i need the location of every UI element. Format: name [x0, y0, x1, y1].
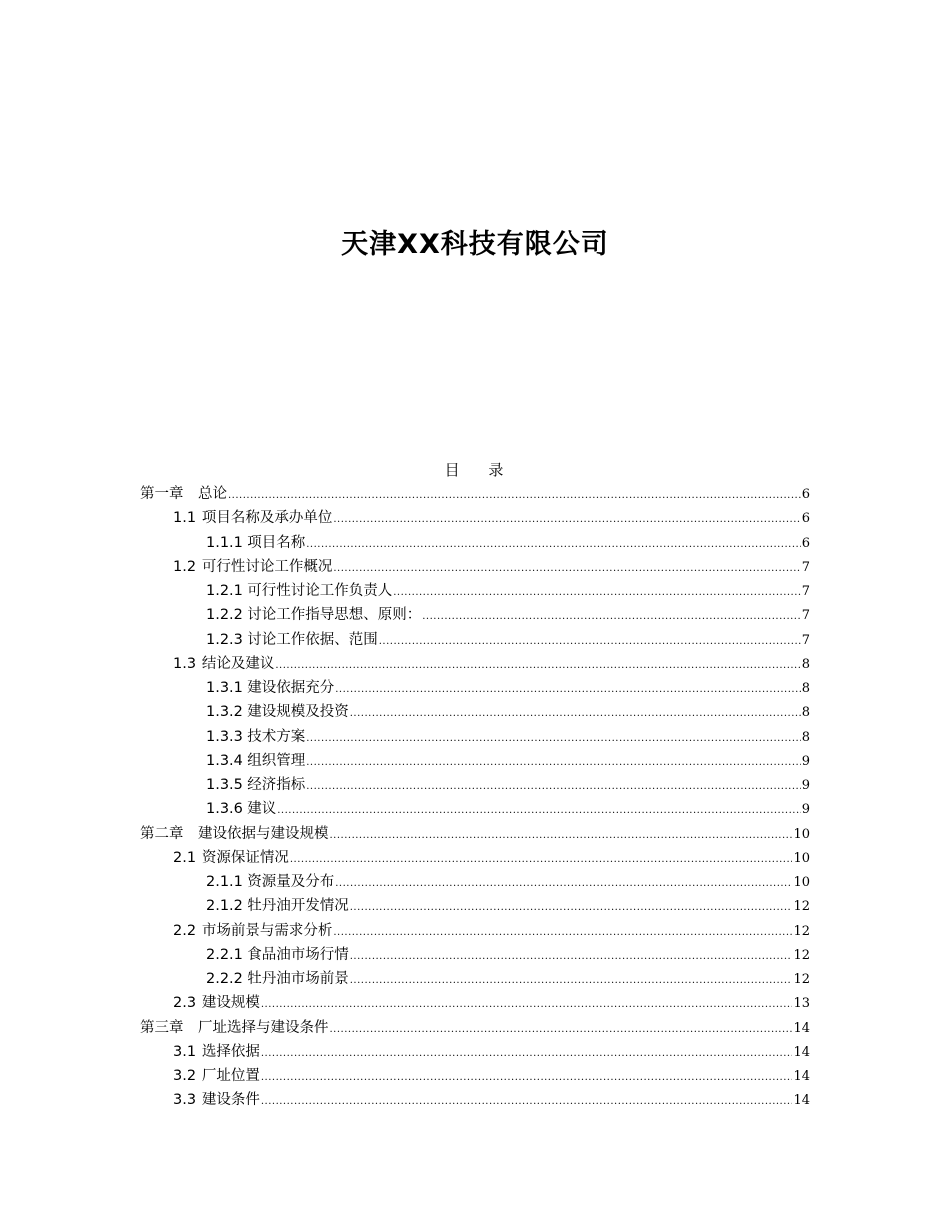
toc-entry-page: 10 — [793, 826, 810, 842]
toc-dot-leader — [306, 751, 800, 775]
toc-entry-page: 8 — [801, 729, 810, 745]
toc-dot-leader — [350, 896, 793, 920]
toc-entry-number: 2.2.1 — [206, 946, 243, 963]
toc-entry-number: 2.2.2 — [206, 971, 243, 987]
toc-entry-page: 7 — [801, 584, 810, 599]
toc-entry-title: 资源保证情况 — [201, 849, 289, 866]
toc-entry-number: 2.3 — [173, 995, 197, 1012]
toc-entry-number: 2.1.1 — [206, 874, 243, 890]
toc-entry-page: 7 — [801, 608, 810, 624]
toc-entry-number: 第三章 — [140, 1019, 184, 1036]
toc-entry-number: 1.2.3 — [206, 631, 243, 648]
toc-entry[interactable] — [140, 676, 810, 700]
toc-entry[interactable] — [140, 652, 810, 676]
toc-dot-leader — [261, 1066, 793, 1090]
toc-entry-title: 建设依据与建设规模 — [198, 825, 329, 842]
toc-dot-leader — [335, 872, 792, 896]
toc-entry-number: 第二章 — [140, 825, 184, 842]
toc-entry-page: 14 — [793, 1020, 810, 1036]
toc-entry-page: 10 — [793, 875, 810, 890]
toc-entry-title: 资源量及分布 — [247, 874, 335, 890]
toc-entry-title: 项目名称 — [247, 534, 306, 551]
toc-entry[interactable] — [140, 603, 810, 627]
toc-entry-number: 2.2 — [173, 922, 197, 939]
toc-entry-page: 7 — [801, 632, 810, 648]
toc-dot-leader — [261, 1042, 793, 1066]
toc-entry[interactable] — [140, 991, 810, 1015]
toc-entry-number: 3.2 — [173, 1068, 197, 1084]
toc-entry-title: 建设条件 — [201, 1092, 260, 1109]
toc-entry-page: 12 — [793, 947, 810, 963]
toc-entry-page: 8 — [801, 705, 810, 721]
toc-entry-number: 1.3.5 — [206, 777, 243, 793]
toc-entry[interactable] — [140, 967, 810, 991]
toc-dot-leader — [261, 1090, 793, 1114]
toc-entry-number: 1.3.1 — [206, 680, 243, 696]
toc-entry-number: 第一章 — [140, 486, 184, 502]
toc-entry[interactable] — [140, 846, 810, 870]
toc-entry-title: 市场前景与需求分析 — [201, 922, 333, 939]
toc-dot-leader — [261, 993, 793, 1017]
table-of-contents — [140, 482, 810, 1113]
toc-entry-page: 6 — [801, 535, 810, 551]
toc-entry[interactable] — [140, 1064, 810, 1088]
toc-entry[interactable] — [140, 700, 810, 724]
toc-entry-number: 1.2 — [173, 558, 197, 575]
toc-dot-leader — [228, 484, 801, 508]
toc-entry-title: 可行性讨论工作概况 — [201, 558, 333, 575]
toc-entry-page: 12 — [793, 923, 810, 939]
toc-entry-number: 1.3 — [173, 655, 197, 672]
toc-entry-number: 1.3.2 — [206, 704, 243, 721]
toc-entry-page: 6 — [801, 511, 810, 527]
toc-dot-leader — [330, 824, 793, 848]
toc-entry-page: 9 — [801, 753, 810, 769]
toc-entry-number: 3.1 — [173, 1043, 197, 1060]
toc-dot-leader — [379, 630, 801, 654]
toc-dot-leader — [350, 945, 793, 969]
toc-entry-title: 牡丹油市场前景 — [247, 971, 349, 987]
toc-entry-number: 1.3.4 — [206, 752, 243, 769]
toc-entry-title: 组织管理 — [247, 752, 306, 769]
toc-entry-number: 1.2.2 — [206, 607, 243, 624]
toc-entry[interactable] — [140, 506, 810, 530]
toc-heading: 目 录 — [444, 461, 516, 479]
toc-entry-number: 3.3 — [173, 1092, 197, 1109]
toc-entry-page: 10 — [793, 850, 810, 866]
toc-entry-page: 8 — [801, 656, 810, 672]
toc-entry-title: 讨论工作指导思想、原则： — [247, 607, 422, 624]
toc-entry-page: 12 — [793, 899, 810, 915]
toc-entry-page: 14 — [793, 1093, 810, 1109]
toc-entry[interactable] — [140, 919, 810, 943]
toc-entry[interactable] — [140, 1016, 810, 1040]
toc-entry-title: 厂址位置 — [201, 1068, 260, 1084]
toc-entry-title: 讨论工作依据、范围 — [247, 631, 378, 648]
toc-entry-title: 建议 — [247, 801, 277, 818]
toc-entry-title: 食品油市场行情 — [247, 946, 349, 963]
toc-entry[interactable] — [140, 555, 810, 579]
toc-dot-leader — [306, 775, 800, 799]
toc-entry-number: 2.1.2 — [206, 898, 243, 915]
toc-entry-number: 2.1 — [173, 849, 197, 866]
toc-entry[interactable] — [140, 943, 810, 967]
toc-entry[interactable] — [140, 822, 810, 846]
toc-entry[interactable] — [140, 628, 810, 652]
toc-entry-title: 项目名称及承办单位 — [201, 510, 333, 527]
toc-entry-title: 建设依据充分 — [247, 680, 335, 696]
toc-entry-title: 可行性讨论工作负责人 — [247, 583, 393, 599]
toc-dot-leader — [333, 921, 792, 945]
toc-entry[interactable] — [140, 1088, 810, 1112]
toc-dot-leader — [330, 1018, 793, 1042]
toc-entry-title: 总论 — [198, 486, 227, 502]
toc-dot-leader — [275, 654, 800, 678]
toc-entry-number: 1.2.1 — [206, 583, 243, 599]
toc-entry-title: 建设规模 — [201, 995, 260, 1012]
toc-dot-leader — [333, 508, 800, 532]
toc-entry[interactable] — [140, 894, 810, 918]
toc-entry-page: 7 — [801, 559, 810, 575]
toc-dot-leader — [290, 848, 793, 872]
toc-entry-page: 8 — [801, 681, 810, 696]
toc-dot-leader — [393, 581, 800, 605]
toc-entry[interactable] — [140, 797, 810, 821]
toc-entry-page: 9 — [801, 778, 810, 793]
toc-entry-number: 1.1.1 — [206, 534, 243, 551]
toc-entry[interactable] — [140, 773, 810, 797]
toc-entry[interactable] — [140, 1040, 810, 1064]
toc-dot-leader — [422, 605, 800, 629]
toc-entry-title: 结论及建议 — [201, 655, 275, 672]
toc-dot-leader — [277, 799, 800, 823]
toc-entry[interactable] — [140, 749, 810, 773]
toc-entry[interactable] — [140, 482, 810, 506]
toc-entry-page: 9 — [801, 802, 810, 818]
company-title: 天津XX科技有限公司 — [341, 229, 609, 260]
toc-entry-number: 1.3.6 — [206, 801, 243, 818]
toc-dot-leader — [335, 678, 800, 702]
toc-entry-title: 选择依据 — [201, 1043, 260, 1060]
toc-entry-number: 1.3.3 — [206, 728, 243, 745]
toc-dot-leader — [350, 969, 793, 993]
toc-dot-leader — [333, 557, 800, 581]
toc-entry-title: 经济指标 — [247, 777, 306, 793]
toc-entry-title: 建设规模及投资 — [247, 704, 349, 721]
toc-entry-page: 14 — [793, 1069, 810, 1084]
toc-entry-title: 厂址选择与建设条件 — [198, 1019, 329, 1036]
toc-entry-page: 6 — [801, 487, 810, 502]
toc-dot-leader — [350, 702, 801, 726]
toc-entry[interactable] — [140, 579, 810, 603]
toc-entry[interactable] — [140, 725, 810, 749]
toc-entry[interactable] — [140, 531, 810, 555]
toc-entry-number: 1.1 — [173, 510, 197, 527]
toc-dot-leader — [306, 727, 800, 751]
toc-entry-title: 技术方案 — [247, 728, 306, 745]
toc-entry-page: 14 — [793, 1044, 810, 1060]
toc-entry[interactable] — [140, 870, 810, 894]
toc-dot-leader — [306, 533, 800, 557]
toc-entry-page: 13 — [793, 996, 810, 1012]
toc-entry-title: 牡丹油开发情况 — [247, 898, 349, 915]
toc-entry-page: 12 — [793, 972, 810, 987]
